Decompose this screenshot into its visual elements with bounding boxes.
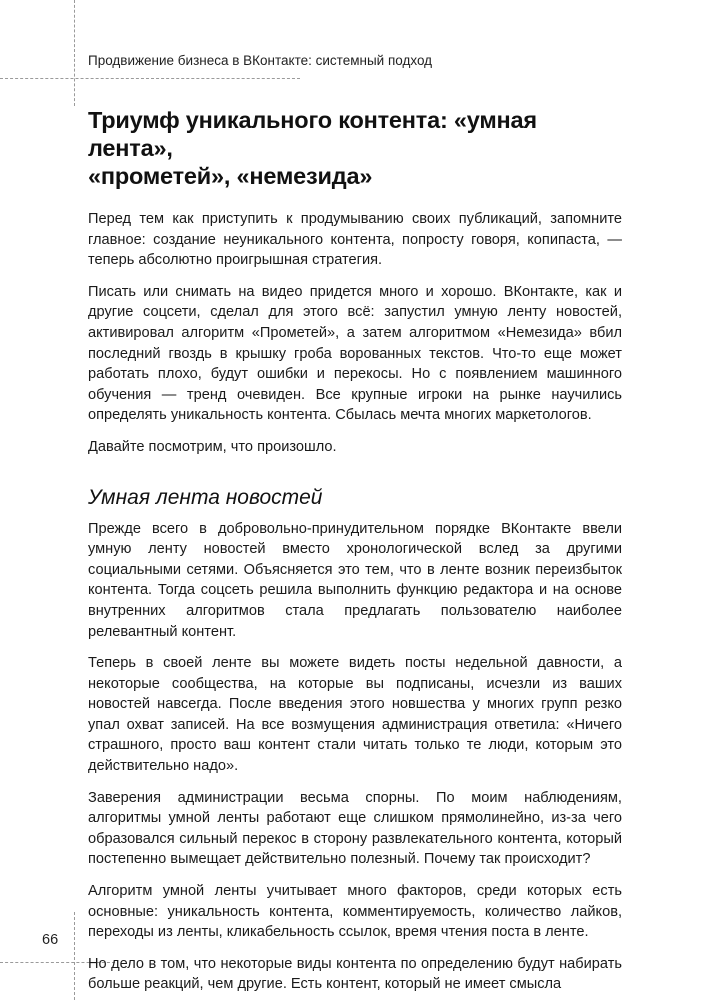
section-subheading: Умная лента новостей	[88, 485, 323, 509]
paragraph: Писать или снимать на видео придется много и хорошо. ВКонтакте, как и другие соцсети, сделал для этого всё: запустил умную ленту новостей, активировал алгоритм «Прометей», а затем алгоритмом «Немезида» вбил последний гвоздь в крышку гроба ворованных текстов. Что-то еще может работать плохо, будут ошибки и перекосы. Но с появлением машинного обучения — тренд очевиден. Все крупные игроки на рынке научились определять уникальность контента. Сбылась мечта многих маркетологов.	[88, 283, 622, 424]
running-head: Продвижение бизнеса в ВКонтакте: системный подход	[88, 53, 433, 68]
page-number: 66	[42, 932, 59, 948]
chapter-title-line-1: Триумф уникального контента: «умная лента»,	[88, 107, 537, 161]
paragraph: Но дело в том, что некоторые виды контента по определению будут набирать больше реакций, чем другие. Есть контент, который не имеет смысла	[88, 955, 622, 993]
paragraph: Перед тем как приступить к продумыванию своих публикаций, запомните главное: создание неуникального контента, попросту говоря, копипаста, — теперь абсолютно проигрышная стратегия.	[88, 211, 622, 269]
paragraph: Прежде всего в добровольно-принудительном порядке ВКонтакте ввели умную ленту новостей вместо хронологической вслед за другими социальными сетями. Объясняется это тем, что в ленте возник переизбыток контента. Тогда соцсеть решила выполнить функцию редактора и на основе внутренних алгоритмов стала предлагать пользователю наиболее релевантный контент.	[88, 520, 622, 640]
chapter-title-line-2: «прометей», «немезида»	[88, 163, 373, 189]
crop-mark-bottom-vertical	[74, 912, 75, 1000]
page-content	[88, 106, 622, 1006]
paragraph: Давайте посмотрим, что произошло.	[88, 438, 337, 455]
chapter-title	[88, 106, 622, 190]
crop-mark-top-horizontal	[0, 78, 300, 79]
paragraph: Теперь в своей ленте вы можете видеть посты недельной давности, а некоторые сообщества, на которые вы подписаны, исчезли из ваших новостей навсегда. После введения этого новшества у многих групп резко упал охват записей. На все возмущения администрация ответила: «Ничего страшного, просто ваш контент стали читать только те люди, которым это действительно надо».	[88, 655, 622, 775]
paragraph: Алгоритм умной ленты учитывает много факторов, среди которых есть основные: уникальность контента, комментируемость, количество лайков, переходы из ленты, кликабельность ссылок, время чтения поста в ленте.	[88, 883, 622, 941]
paragraph: Заверения администрации весьма спорны. По моим наблюдениям, алгоритмы умной ленты работают еще слишком прямолинейно, из-за чего образовался сильный перекос в сторону развлекательного контента, который постепенно вымещает действительно полезный. Почему так происходит?	[88, 789, 622, 868]
crop-mark-top-vertical	[74, 0, 75, 106]
